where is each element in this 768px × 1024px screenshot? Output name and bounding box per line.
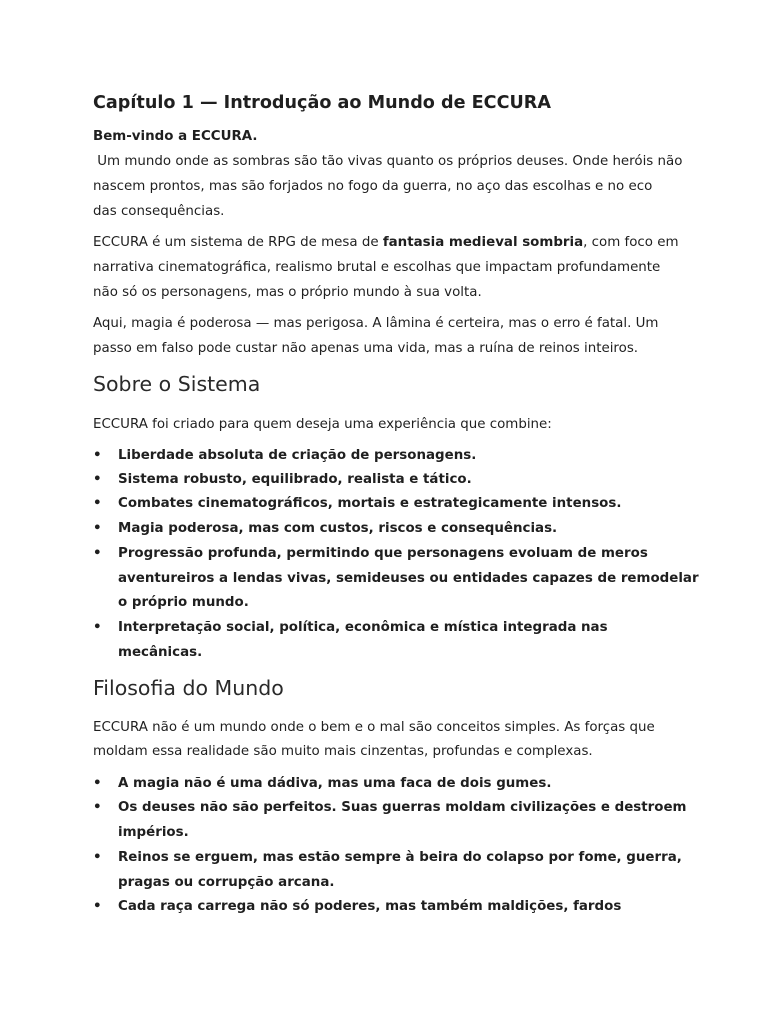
list-item-continuation: pragas ou corrupção arcana. — [118, 875, 335, 890]
bullet-marker: • — [93, 899, 102, 914]
bullet-marker: • — [93, 620, 102, 635]
bullet-marker: • — [93, 472, 102, 487]
intro-line: nascem prontos, mas são forjados no fogo da guerra, no aço das escolhas e no eco — [93, 179, 653, 194]
list-item: A magia não é uma dádiva, mas uma faca de dois gumes. — [118, 776, 552, 791]
list-item-continuation: o próprio mundo. — [118, 595, 249, 610]
list-item: Progressão profunda, permitindo que personagens evoluam de meros — [118, 546, 648, 561]
section-lead: moldam essa realidade são muito mais cinzentas, profundas e complexas. — [93, 744, 593, 759]
bullet-marker: • — [93, 521, 102, 536]
bullet-marker: • — [93, 776, 102, 791]
list-item-continuation: impérios. — [118, 825, 189, 840]
list-item: Magia poderosa, mas com custos, riscos e consequências. — [118, 521, 558, 536]
section-lead: ECCURA não é um mundo onde o bem e o mal são conceitos simples. As forças que — [93, 720, 655, 735]
intro-line: Um mundo onde as sombras são tão vivas quanto os próprios deuses. Onde heróis não — [93, 154, 683, 169]
list-item-continuation: mecânicas. — [118, 645, 203, 660]
paragraph-text: , com foco em — [583, 235, 679, 250]
list-item: Reinos se erguem, mas estão sempre à beira do colapso por fome, guerra, — [118, 850, 682, 865]
paragraph-line: Aqui, magia é poderosa — mas perigosa. A lâmina é certeira, mas o erro é fatal. Um — [93, 316, 659, 331]
list-item: Os deuses não são perfeitos. Suas guerras moldam civilizações e destroem — [118, 800, 687, 815]
section-heading-filosofia: Filosofia do Mundo — [93, 676, 284, 700]
section-heading-sistema: Sobre o Sistema — [93, 372, 261, 396]
paragraph-line — [93, 235, 679, 250]
bullet-marker: • — [93, 800, 102, 815]
paragraph-line: não só os personagens, mas o próprio mundo à sua volta. — [93, 285, 482, 300]
document-page — [93, 0, 699, 1024]
section-lead: ECCURA foi criado para quem deseja uma experiência que combine: — [93, 417, 552, 432]
bullet-marker: • — [93, 850, 102, 865]
intro-line: das consequências. — [93, 204, 225, 219]
chapter-title: Capítulo 1 — Introdução ao Mundo de ECCURA — [93, 93, 551, 113]
bullet-marker: • — [93, 448, 102, 463]
list-item: Sistema robusto, equilibrado, realista e tático. — [118, 472, 472, 487]
paragraph-bold-text: fantasia medieval sombria — [382, 235, 584, 250]
bullet-marker: • — [93, 496, 102, 511]
list-item: Liberdade absoluta de criação de personagens. — [118, 448, 477, 463]
list-item: Cada raça carrega não só poderes, mas também maldições, fardos — [118, 899, 622, 914]
list-item: Interpretação social, política, econômica e mística integrada nas — [118, 620, 608, 635]
paragraph-line: passo em falso pode custar não apenas uma vida, mas a ruína de reinos inteiros. — [93, 341, 639, 356]
paragraph-line: narrativa cinematográfica, realismo brutal e escolhas que impactam profundamente — [93, 260, 661, 275]
list-item-continuation: aventureiros a lendas vivas, semideuses ou entidades capazes de remodelar — [118, 571, 699, 586]
list-item: Combates cinematográficos, mortais e estrategicamente intensos. — [118, 496, 622, 511]
bullet-marker: • — [93, 546, 102, 561]
paragraph-text: ECCURA é um sistema de RPG de mesa de — [93, 235, 383, 250]
welcome-line: Bem-vindo a ECCURA. — [93, 129, 258, 144]
